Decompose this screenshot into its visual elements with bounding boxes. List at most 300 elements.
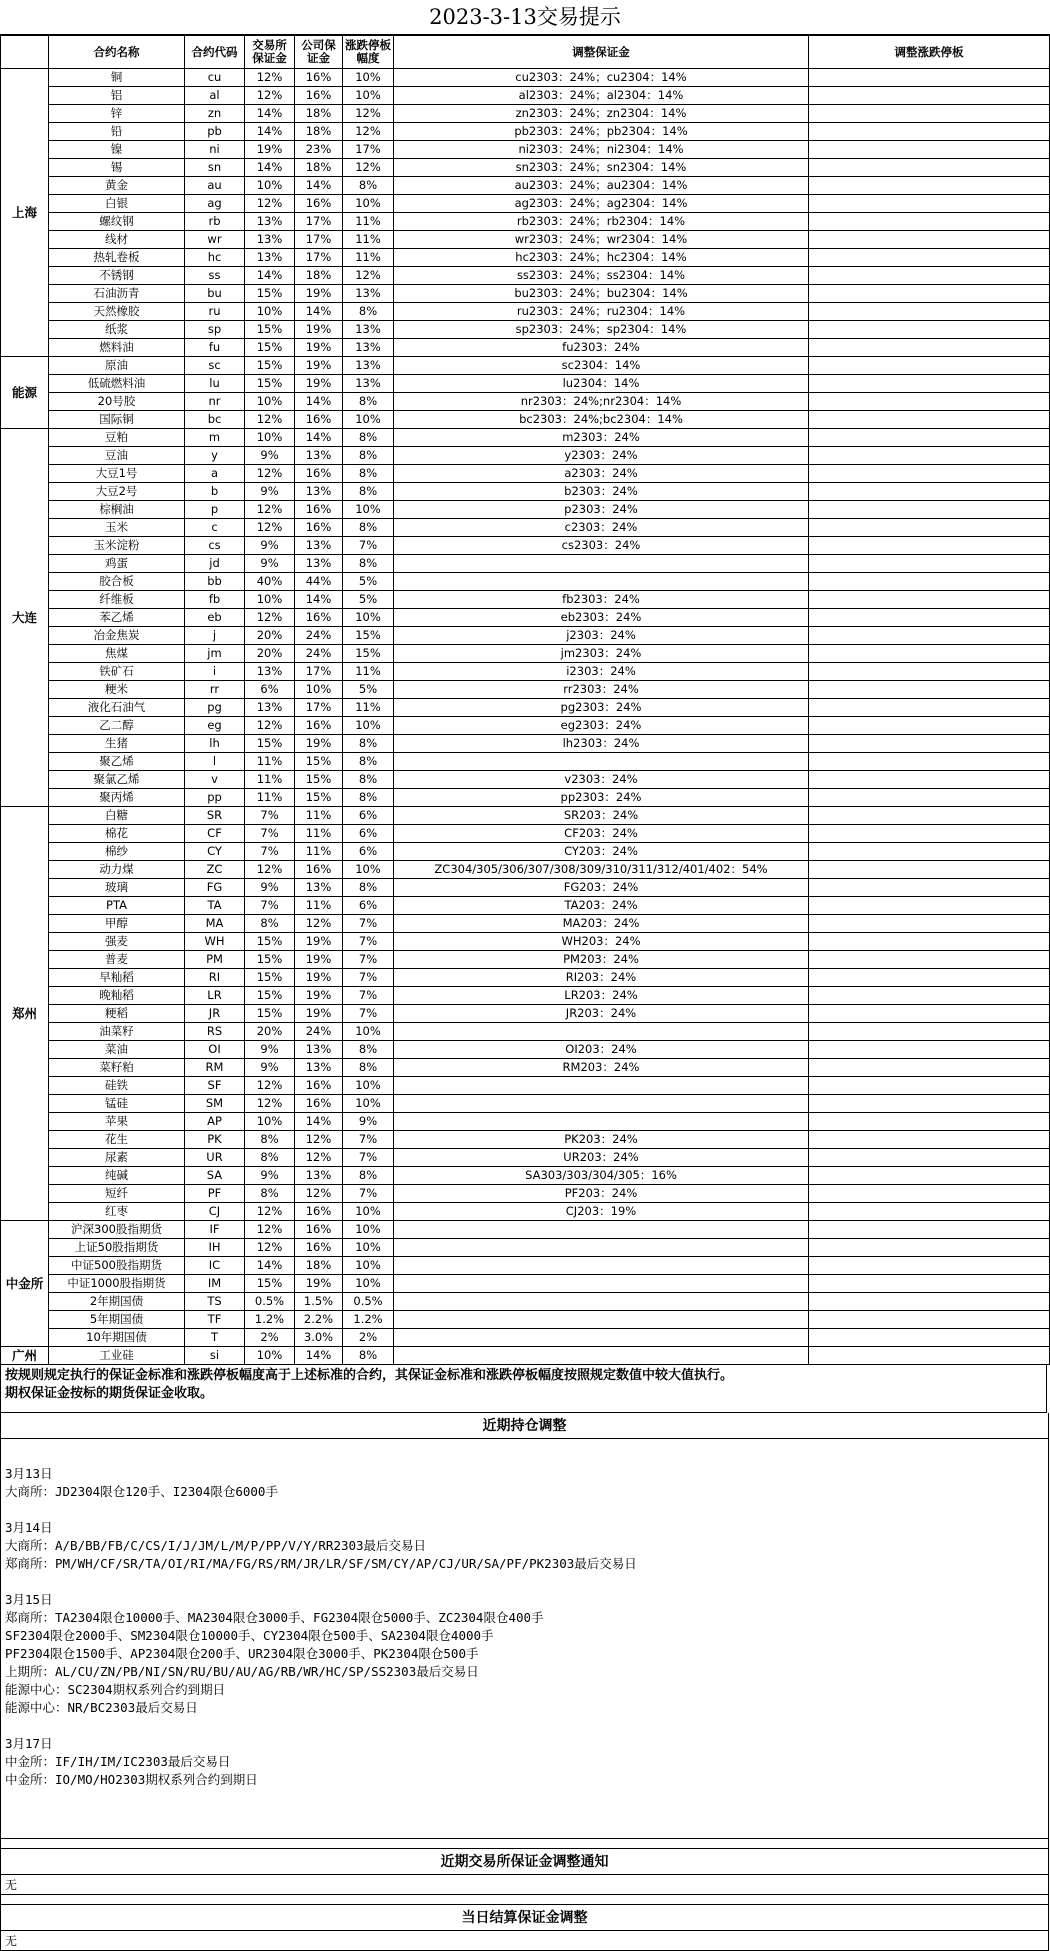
adjust-margin: RM203：24% <box>394 1059 809 1077</box>
company-margin: 19% <box>295 969 343 987</box>
contract-code: lu <box>185 375 245 393</box>
contract-name: 冶金焦炭 <box>49 627 185 645</box>
adjust-limit <box>809 177 1050 195</box>
contract-name: 棉纱 <box>49 843 185 861</box>
header-adjust-margin: 调整保证金 <box>394 36 809 69</box>
contract-code: cu <box>185 69 245 87</box>
contract-code: pb <box>185 123 245 141</box>
limit-range: 8% <box>343 1059 394 1077</box>
contract-name: 鸡蛋 <box>49 555 185 573</box>
company-margin: 16% <box>295 411 343 429</box>
table-row <box>1 1149 1050 1167</box>
exchange-group-label: 中金所 <box>1 1221 49 1347</box>
contract-name: 低硫燃料油 <box>49 375 185 393</box>
contract-code: ss <box>185 267 245 285</box>
contract-name: 白糖 <box>49 807 185 825</box>
contract-code: LR <box>185 987 245 1005</box>
header-group <box>1 36 49 69</box>
exchange-margin: 9% <box>245 537 295 555</box>
adjust-margin <box>394 1257 809 1275</box>
adjust-margin: al2303：24%；al2304：14% <box>394 87 809 105</box>
contract-name: 纤维板 <box>49 591 185 609</box>
limit-range: 6% <box>343 807 394 825</box>
exchange-margin: 12% <box>245 1239 295 1257</box>
adjust-margin: b2303：24% <box>394 483 809 501</box>
table-row <box>1 429 1050 447</box>
position-line: 上期所：AL/CU/ZN/PB/NI/SN/RU/BU/AU/AG/RB/WR/HC/SP/SS2303最后交易日 <box>5 1664 479 1679</box>
adjust-margin: jm2303：24% <box>394 645 809 663</box>
contract-code: p <box>185 501 245 519</box>
contract-name: 工业硅 <box>49 1347 185 1365</box>
table-row <box>1 321 1050 339</box>
adjust-limit <box>809 591 1050 609</box>
contract-code: nr <box>185 393 245 411</box>
contract-name: 苹果 <box>49 1113 185 1131</box>
adjust-limit <box>809 321 1050 339</box>
contract-name: 中证1000股指期货 <box>49 1275 185 1293</box>
contract-name: 豆油 <box>49 447 185 465</box>
exchange-margin: 9% <box>245 1041 295 1059</box>
contract-name: 锌 <box>49 105 185 123</box>
limit-range: 5% <box>343 681 394 699</box>
company-margin: 14% <box>295 303 343 321</box>
exchange-group-label: 广州 <box>1 1347 49 1365</box>
company-margin: 16% <box>295 1221 343 1239</box>
limit-range: 12% <box>343 123 394 141</box>
contract-code: fb <box>185 591 245 609</box>
table-row <box>1 1239 1050 1257</box>
contract-name: 螺纹钢 <box>49 213 185 231</box>
company-margin: 10% <box>295 681 343 699</box>
exchange-margin: 8% <box>245 915 295 933</box>
table-row <box>1 1023 1050 1041</box>
contract-code: IC <box>185 1257 245 1275</box>
contract-code: RI <box>185 969 245 987</box>
adjust-margin: lu2304：14% <box>394 375 809 393</box>
adjust-margin <box>394 1293 809 1311</box>
adjust-margin: pg2303：24% <box>394 699 809 717</box>
contract-code: PK <box>185 1131 245 1149</box>
contract-name: 聚乙烯 <box>49 753 185 771</box>
contract-code: MA <box>185 915 245 933</box>
contract-code: jd <box>185 555 245 573</box>
limit-range: 8% <box>343 303 394 321</box>
adjust-margin <box>394 1239 809 1257</box>
exchange-margin: 9% <box>245 483 295 501</box>
company-margin: 24% <box>295 1023 343 1041</box>
position-line: 能源中心：SC2304期权系列合约到期日 <box>5 1682 226 1697</box>
company-margin: 13% <box>295 1167 343 1185</box>
table-row <box>1 537 1050 555</box>
adjust-limit <box>809 393 1050 411</box>
exchange-margin: 20% <box>245 1023 295 1041</box>
adjust-limit <box>809 1113 1050 1131</box>
adjust-limit <box>809 915 1050 933</box>
adjust-limit <box>809 159 1050 177</box>
company-margin: 14% <box>295 393 343 411</box>
contract-name: 玉米 <box>49 519 185 537</box>
contract-code: PF <box>185 1185 245 1203</box>
company-margin: 17% <box>295 231 343 249</box>
table-row <box>1 483 1050 501</box>
table-row <box>1 357 1050 375</box>
adjust-margin: ag2303：24%；ag2304：14% <box>394 195 809 213</box>
contract-code: bu <box>185 285 245 303</box>
contract-code: l <box>185 753 245 771</box>
contract-code: jm <box>185 645 245 663</box>
exchange-margin: 12% <box>245 1095 295 1113</box>
table-row <box>1 519 1050 537</box>
limit-range: 8% <box>343 735 394 753</box>
exchange-margin: 14% <box>245 267 295 285</box>
exchange-margin: 12% <box>245 1203 295 1221</box>
contract-code: SA <box>185 1167 245 1185</box>
contract-code: T <box>185 1329 245 1347</box>
table-row <box>1 159 1050 177</box>
adjust-margin: a2303：24% <box>394 465 809 483</box>
table-row <box>1 1257 1050 1275</box>
limit-range: 8% <box>343 177 394 195</box>
company-margin: 16% <box>295 87 343 105</box>
limit-range: 8% <box>343 1347 394 1365</box>
company-margin: 11% <box>295 825 343 843</box>
contract-name: 生猪 <box>49 735 185 753</box>
company-margin: 24% <box>295 627 343 645</box>
adjust-limit <box>809 375 1050 393</box>
limit-range: 10% <box>343 1221 394 1239</box>
rules-note-line2: 期权保证金按标的期货保证金收取。 <box>5 1386 214 1401</box>
limit-range: 7% <box>343 537 394 555</box>
company-margin: 1.5% <box>295 1293 343 1311</box>
adjust-margin: WH203：24% <box>394 933 809 951</box>
position-date: 3月15日 <box>5 1592 53 1607</box>
exchange-margin: 12% <box>245 861 295 879</box>
exchange-margin: 12% <box>245 609 295 627</box>
exchange-margin: 8% <box>245 1149 295 1167</box>
contract-code: IH <box>185 1239 245 1257</box>
company-margin: 2.2% <box>295 1311 343 1329</box>
adjust-limit <box>809 1041 1050 1059</box>
adjust-limit <box>809 447 1050 465</box>
limit-range: 12% <box>343 267 394 285</box>
company-margin: 13% <box>295 447 343 465</box>
adjust-margin: lh2303：24% <box>394 735 809 753</box>
table-row <box>1 195 1050 213</box>
contract-code: TF <box>185 1311 245 1329</box>
exchange-margin: 20% <box>245 645 295 663</box>
company-margin: 16% <box>295 1095 343 1113</box>
adjust-limit <box>809 285 1050 303</box>
adjust-margin: PM203：24% <box>394 951 809 969</box>
position-section-body <box>0 1439 1049 1839</box>
header-code: 合约代码 <box>185 36 245 69</box>
adjust-limit <box>809 1077 1050 1095</box>
adjust-margin: ru2303：24%；ru2304：14% <box>394 303 809 321</box>
exchange-margin: 8% <box>245 1131 295 1149</box>
position-section-title: 近期持仓调整 <box>0 1413 1049 1439</box>
exchange-margin: 15% <box>245 321 295 339</box>
header-limit: 涨跌停板幅度 <box>343 36 394 69</box>
table-row <box>1 933 1050 951</box>
adjust-limit <box>809 537 1050 555</box>
company-margin: 13% <box>295 1059 343 1077</box>
table-row <box>1 303 1050 321</box>
adjust-limit <box>809 933 1050 951</box>
adjust-margin: CF203：24% <box>394 825 809 843</box>
adjust-limit <box>809 1221 1050 1239</box>
adjust-limit <box>809 555 1050 573</box>
limit-range: 8% <box>343 429 394 447</box>
adjust-margin: PF203：24% <box>394 1185 809 1203</box>
exchange-group-label: 能源 <box>1 357 49 429</box>
contract-name: 天然橡胶 <box>49 303 185 321</box>
company-margin: 16% <box>295 465 343 483</box>
exchange-margin: 6% <box>245 681 295 699</box>
limit-range: 6% <box>343 897 394 915</box>
exchange-margin: 11% <box>245 753 295 771</box>
limit-range: 11% <box>343 231 394 249</box>
contract-name: 早籼稻 <box>49 969 185 987</box>
contract-name: 原油 <box>49 357 185 375</box>
company-margin: 16% <box>295 195 343 213</box>
table-row <box>1 1221 1050 1239</box>
exchange-margin: 11% <box>245 789 295 807</box>
company-margin: 14% <box>295 591 343 609</box>
company-margin: 15% <box>295 789 343 807</box>
table-row <box>1 897 1050 915</box>
adjust-limit <box>809 105 1050 123</box>
contract-code: sp <box>185 321 245 339</box>
limit-range: 8% <box>343 771 394 789</box>
exchange-margin: 11% <box>245 771 295 789</box>
adjust-margin: p2303：24% <box>394 501 809 519</box>
limit-range: 8% <box>343 483 394 501</box>
adjust-limit <box>809 663 1050 681</box>
contract-code: RS <box>185 1023 245 1041</box>
exchange-margin: 7% <box>245 825 295 843</box>
contract-code: TA <box>185 897 245 915</box>
contract-code: ru <box>185 303 245 321</box>
limit-range: 15% <box>343 645 394 663</box>
contract-name: 纯碱 <box>49 1167 185 1185</box>
exchange-margin: 12% <box>245 717 295 735</box>
exchange-margin: 10% <box>245 1113 295 1131</box>
company-margin: 17% <box>295 699 343 717</box>
contract-name: 甲醇 <box>49 915 185 933</box>
contract-name: 短纤 <box>49 1185 185 1203</box>
adjust-limit <box>809 465 1050 483</box>
contract-code: i <box>185 663 245 681</box>
exchange-notice-value: 无 <box>0 1875 1049 1895</box>
company-margin: 44% <box>295 573 343 591</box>
adjust-limit <box>809 681 1050 699</box>
table-row <box>1 807 1050 825</box>
contract-name: 棉花 <box>49 825 185 843</box>
company-margin: 19% <box>295 339 343 357</box>
company-margin: 12% <box>295 915 343 933</box>
limit-range: 11% <box>343 699 394 717</box>
contract-name: 普麦 <box>49 951 185 969</box>
page-title: 2023-3-13交易提示 <box>0 0 1050 35</box>
position-day-block <box>5 1519 1044 1573</box>
company-margin: 13% <box>295 537 343 555</box>
table-row <box>1 591 1050 609</box>
rules-note <box>0 1365 1047 1413</box>
company-margin: 13% <box>295 1041 343 1059</box>
company-margin: 18% <box>295 1257 343 1275</box>
contract-code: CF <box>185 825 245 843</box>
contract-name: 铝 <box>49 87 185 105</box>
limit-range: 8% <box>343 393 394 411</box>
adjust-margin <box>394 1311 809 1329</box>
position-line: PF2304限仓1500手、AP2304限仓200手、UR2304限仓3000手、PK2304限仓500手 <box>5 1646 479 1661</box>
exchange-margin: 7% <box>245 807 295 825</box>
adjust-limit <box>809 1059 1050 1077</box>
limit-range: 6% <box>343 825 394 843</box>
table-row <box>1 987 1050 1005</box>
adjust-margin <box>394 1095 809 1113</box>
contract-code: v <box>185 771 245 789</box>
adjust-limit <box>809 87 1050 105</box>
table-row <box>1 141 1050 159</box>
adjust-margin: zn2303：24%；zn2304：14% <box>394 105 809 123</box>
adjust-limit <box>809 843 1050 861</box>
contract-name: 花生 <box>49 1131 185 1149</box>
contract-name: 聚丙烯 <box>49 789 185 807</box>
adjust-margin: OI203：24% <box>394 1041 809 1059</box>
limit-range: 8% <box>343 519 394 537</box>
limit-range: 9% <box>343 1113 394 1131</box>
company-margin: 17% <box>295 663 343 681</box>
exchange-margin: 10% <box>245 177 295 195</box>
adjust-margin: JR203：24% <box>394 1005 809 1023</box>
adjust-margin: sc2304：14% <box>394 357 809 375</box>
adjust-limit <box>809 123 1050 141</box>
adjust-margin: y2303：24% <box>394 447 809 465</box>
adjust-limit <box>809 231 1050 249</box>
table-row <box>1 1275 1050 1293</box>
limit-range: 7% <box>343 1005 394 1023</box>
table-row <box>1 1293 1050 1311</box>
table-row <box>1 681 1050 699</box>
adjust-limit <box>809 213 1050 231</box>
adjust-margin: FG203：24% <box>394 879 809 897</box>
adjust-margin: sn2303：24%；sn2304：14% <box>394 159 809 177</box>
contract-name: 铅 <box>49 123 185 141</box>
contract-name: 纸浆 <box>49 321 185 339</box>
settlement-value: 无 <box>0 1931 1049 1951</box>
company-margin: 18% <box>295 105 343 123</box>
table-row <box>1 285 1050 303</box>
company-margin: 18% <box>295 123 343 141</box>
company-margin: 11% <box>295 897 343 915</box>
table-row <box>1 213 1050 231</box>
limit-range: 10% <box>343 1077 394 1095</box>
exchange-margin: 15% <box>245 933 295 951</box>
table-row <box>1 1113 1050 1131</box>
exchange-margin: 13% <box>245 231 295 249</box>
exchange-margin: 10% <box>245 429 295 447</box>
adjust-margin: PK203：24% <box>394 1131 809 1149</box>
contract-name: PTA <box>49 897 185 915</box>
header-exchange-margin: 交易所保证金 <box>245 36 295 69</box>
exchange-margin: 2% <box>245 1329 295 1347</box>
table-row <box>1 267 1050 285</box>
limit-range: 10% <box>343 195 394 213</box>
limit-range: 5% <box>343 591 394 609</box>
adjust-margin: bu2303：24%；bu2304：14% <box>394 285 809 303</box>
contract-name: 聚氯乙烯 <box>49 771 185 789</box>
exchange-margin: 13% <box>245 699 295 717</box>
limit-range: 7% <box>343 987 394 1005</box>
exchange-margin: 15% <box>245 1005 295 1023</box>
exchange-margin: 9% <box>245 1059 295 1077</box>
table-row <box>1 177 1050 195</box>
adjust-margin: j2303：24% <box>394 627 809 645</box>
adjust-limit <box>809 429 1050 447</box>
limit-range: 7% <box>343 915 394 933</box>
contract-name: 焦煤 <box>49 645 185 663</box>
company-margin: 3.0% <box>295 1329 343 1347</box>
exchange-margin: 8% <box>245 1185 295 1203</box>
contract-code: WH <box>185 933 245 951</box>
table-row <box>1 1095 1050 1113</box>
adjust-limit <box>809 501 1050 519</box>
contract-code: RM <box>185 1059 245 1077</box>
company-margin: 13% <box>295 483 343 501</box>
adjust-limit <box>809 753 1050 771</box>
company-margin: 16% <box>295 1203 343 1221</box>
exchange-margin: 10% <box>245 591 295 609</box>
adjust-margin: bc2303：24%;bc2304：14% <box>394 411 809 429</box>
contract-name: 白银 <box>49 195 185 213</box>
contract-name: 2年期国债 <box>49 1293 185 1311</box>
contract-name: 锡 <box>49 159 185 177</box>
adjust-limit <box>809 249 1050 267</box>
company-margin: 11% <box>295 843 343 861</box>
adjust-margin <box>394 1347 809 1365</box>
table-row <box>1 105 1050 123</box>
table-row <box>1 645 1050 663</box>
limit-range: 11% <box>343 663 394 681</box>
exchange-margin: 9% <box>245 555 295 573</box>
company-margin: 19% <box>295 987 343 1005</box>
adjust-margin: v2303：24% <box>394 771 809 789</box>
exchange-margin: 12% <box>245 1077 295 1095</box>
adjust-limit <box>809 1293 1050 1311</box>
adjust-limit <box>809 951 1050 969</box>
table-row <box>1 825 1050 843</box>
company-margin: 16% <box>295 501 343 519</box>
contract-code: eb <box>185 609 245 627</box>
adjust-margin: RI203：24% <box>394 969 809 987</box>
limit-range: 5% <box>343 573 394 591</box>
exchange-group-label: 上海 <box>1 69 49 357</box>
table-row <box>1 1311 1050 1329</box>
adjust-limit <box>809 1005 1050 1023</box>
exchange-margin: 9% <box>245 879 295 897</box>
adjust-limit <box>809 825 1050 843</box>
contract-code: SM <box>185 1095 245 1113</box>
adjust-margin: ss2303：24%；ss2304：14% <box>394 267 809 285</box>
contract-name: 镍 <box>49 141 185 159</box>
contract-code: SF <box>185 1077 245 1095</box>
contract-name: 10年期国债 <box>49 1329 185 1347</box>
limit-range: 8% <box>343 1041 394 1059</box>
adjust-margin: nr2303：24%;nr2304：14% <box>394 393 809 411</box>
position-date: 3月14日 <box>5 1520 53 1535</box>
limit-range: 12% <box>343 105 394 123</box>
